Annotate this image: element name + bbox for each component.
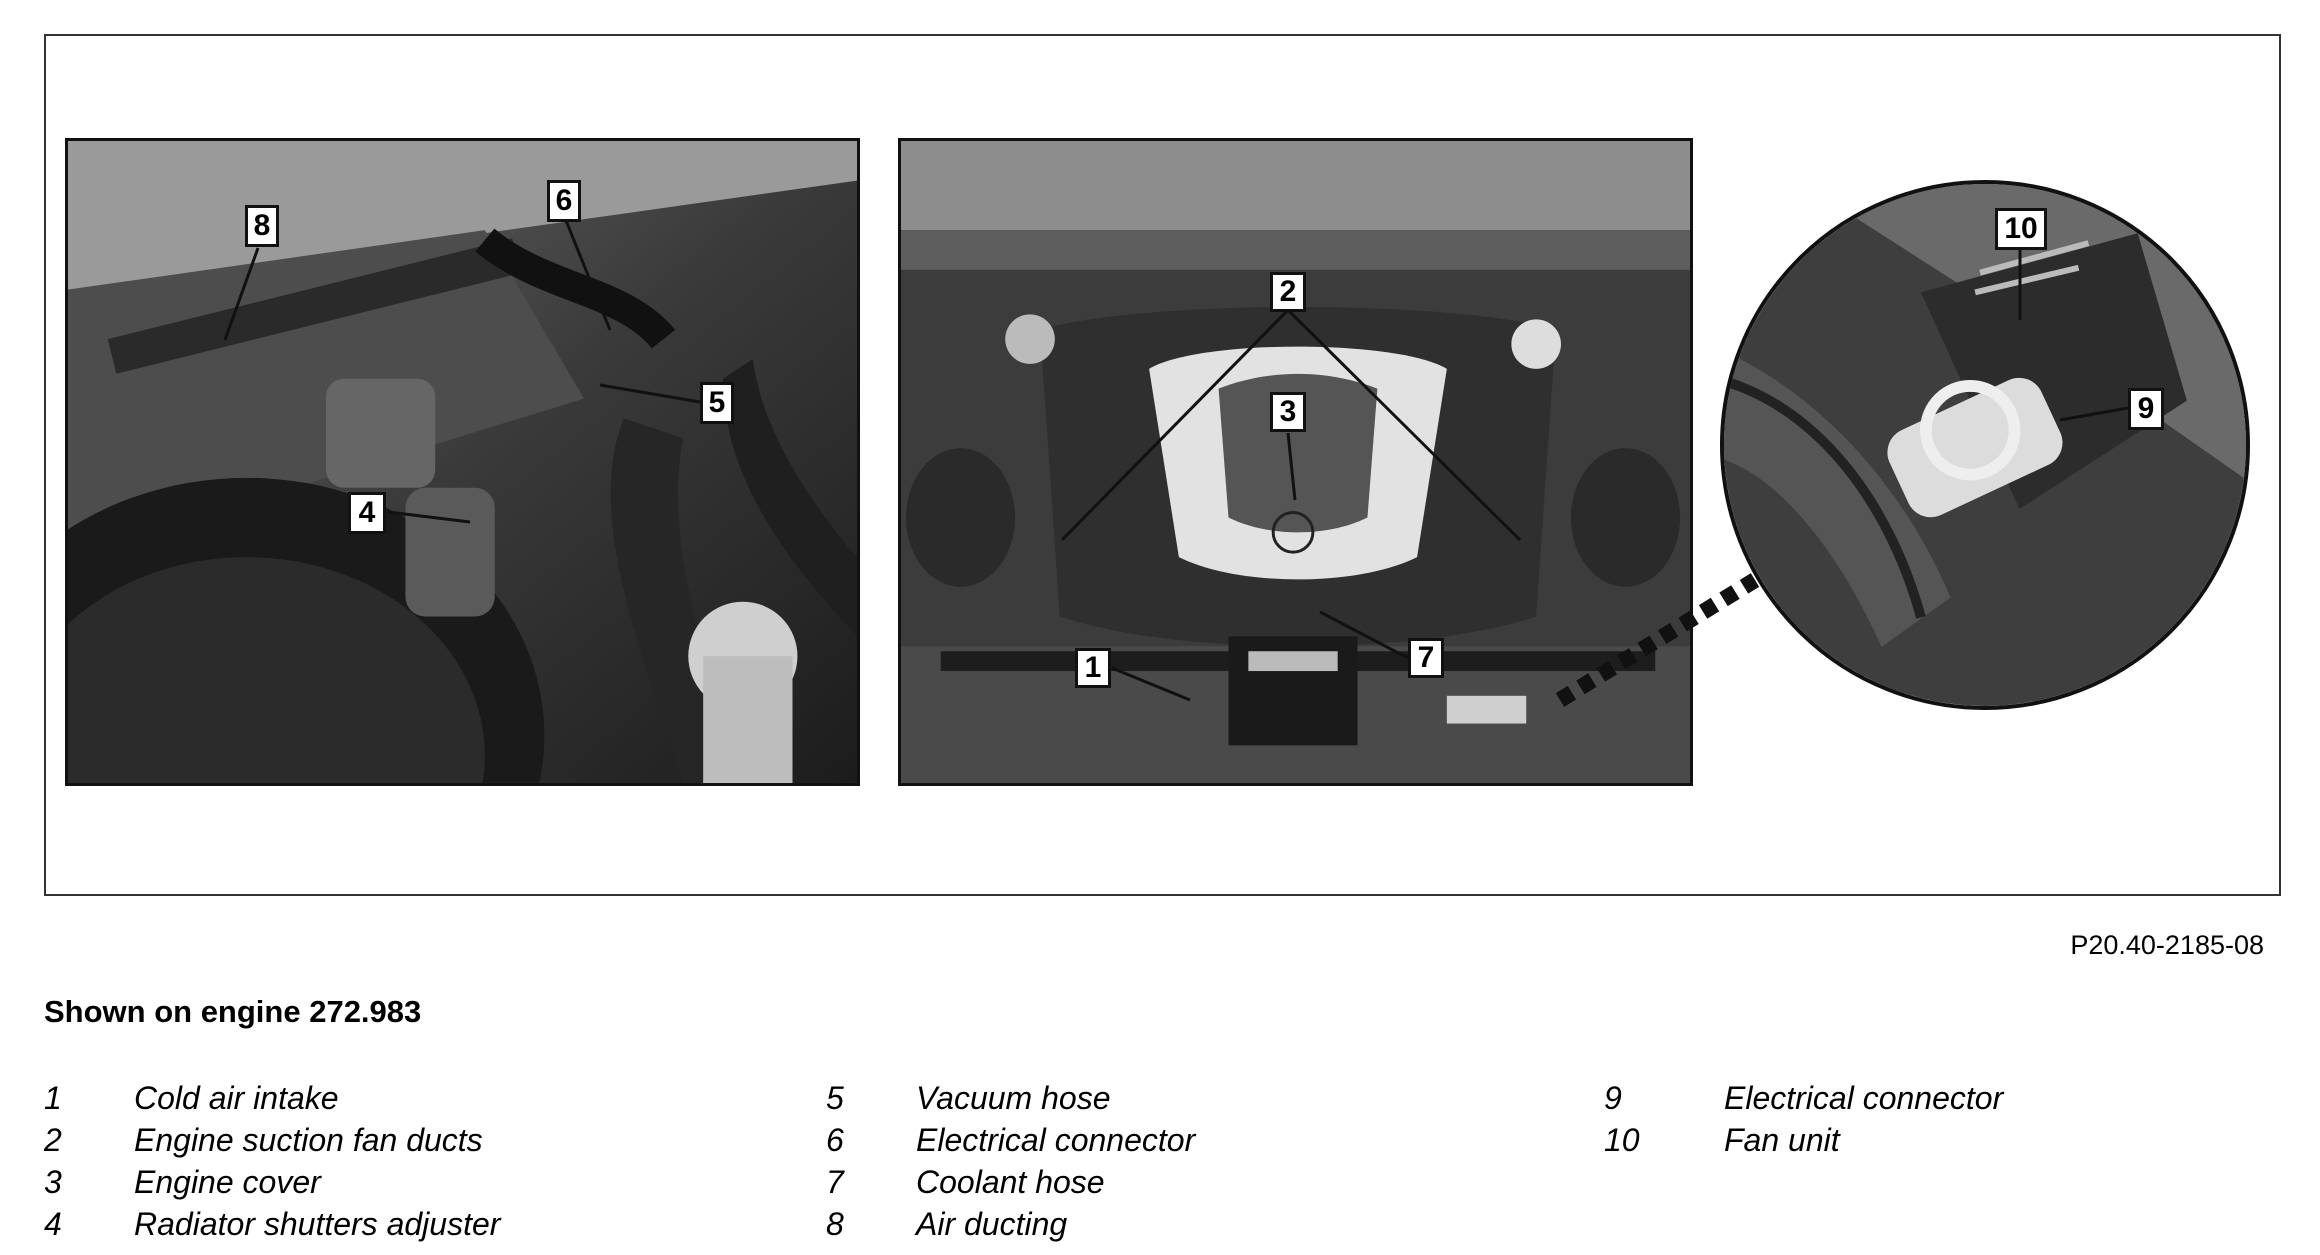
legend-number: 2 xyxy=(44,1121,62,1158)
legend-number: 3 xyxy=(44,1163,62,1200)
callout-6: 6 xyxy=(547,180,581,222)
legend-label: Coolant hose xyxy=(916,1163,1105,1200)
legend-label: Cold air intake xyxy=(134,1079,339,1116)
legend-label: Air ducting xyxy=(916,1205,1068,1242)
legend-column-3 xyxy=(1604,1077,2003,1161)
legend-label: Electrical connector xyxy=(1724,1079,2004,1116)
callout-10: 10 xyxy=(1995,208,2047,250)
callout-5: 5 xyxy=(700,382,734,424)
legend-number: 4 xyxy=(44,1205,62,1242)
legend-item xyxy=(1604,1077,2003,1119)
callout-3: 3 xyxy=(1270,392,1306,432)
callout-9: 9 xyxy=(2128,388,2164,430)
legend-label: Vacuum hose xyxy=(916,1079,1111,1116)
legend-column-1 xyxy=(44,1077,500,1245)
legend-number: 7 xyxy=(826,1163,844,1200)
legend-item xyxy=(1604,1119,2003,1161)
legend-number: 6 xyxy=(826,1121,844,1158)
legend-item xyxy=(826,1119,1195,1161)
legend-number: 10 xyxy=(1604,1121,1640,1158)
callout-1: 1 xyxy=(1075,648,1111,688)
legend-number: 5 xyxy=(826,1079,844,1116)
legend-item xyxy=(826,1077,1195,1119)
legend-item xyxy=(44,1077,500,1119)
legend-label: Engine suction fan ducts xyxy=(134,1121,483,1158)
legend-column-2 xyxy=(826,1077,1195,1245)
callout-4: 4 xyxy=(348,492,386,534)
legend-item xyxy=(826,1161,1195,1203)
legend-label: Radiator shutters adjuster xyxy=(134,1205,501,1242)
figure-id: P20.40-2185-08 xyxy=(2070,930,2264,960)
middle-photo xyxy=(898,138,1693,786)
callout-2: 2 xyxy=(1270,272,1306,312)
legend-item xyxy=(44,1119,500,1161)
legend-label: Engine cover xyxy=(134,1163,321,1200)
legend-item xyxy=(44,1161,500,1203)
legend-number: 1 xyxy=(44,1079,62,1116)
legend-label: Fan unit xyxy=(1724,1121,1840,1158)
detail-inset xyxy=(1720,180,2250,710)
callout-7: 7 xyxy=(1408,638,1444,678)
legend-number: 8 xyxy=(826,1205,844,1242)
legend-item xyxy=(44,1203,500,1245)
callout-8: 8 xyxy=(245,205,279,247)
legend-item xyxy=(826,1203,1195,1245)
legend-label: Electrical connector xyxy=(916,1121,1196,1158)
left-photo xyxy=(65,138,860,786)
figure-caption: Shown on engine 272.983 xyxy=(44,994,422,1029)
legend-number: 9 xyxy=(1604,1079,1622,1116)
